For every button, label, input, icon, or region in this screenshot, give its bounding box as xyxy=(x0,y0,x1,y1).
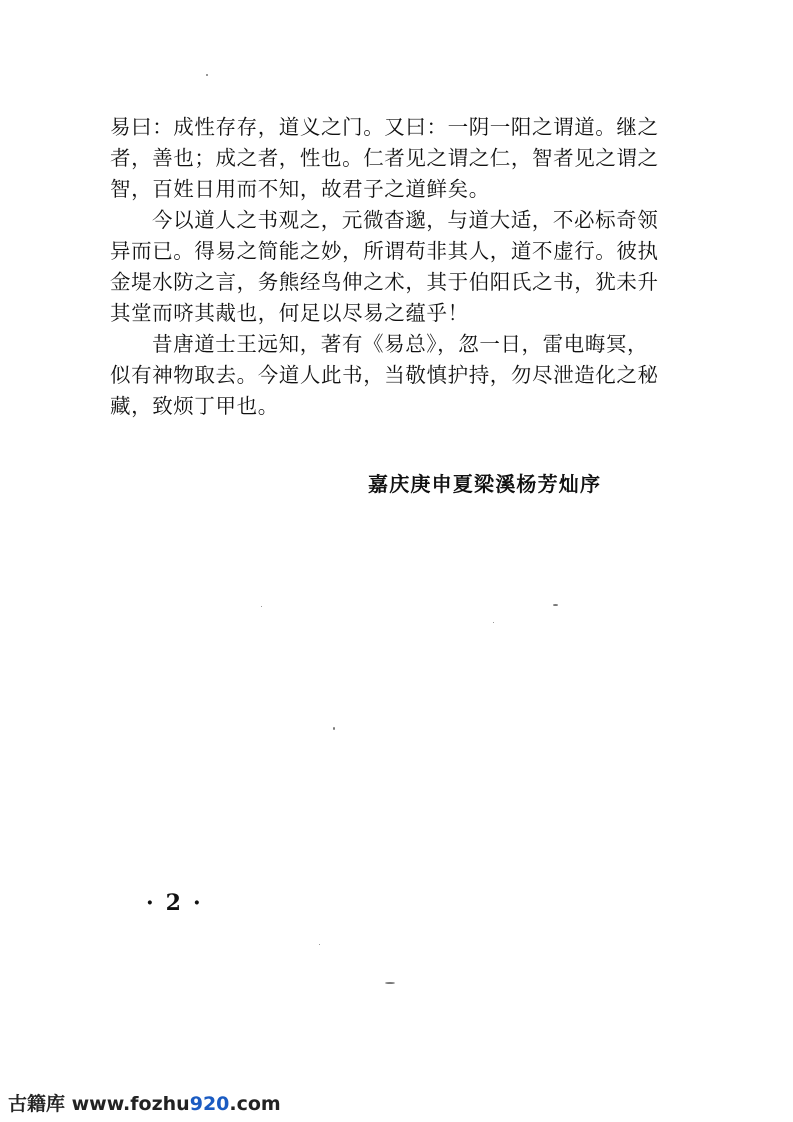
text-line: 金堤水防之言，务熊经鸟伸之术，其于伯阳氏之书，犹未升 xyxy=(110,270,659,294)
scan-speck xyxy=(206,74,208,76)
preface-body xyxy=(110,112,659,422)
text-line: 者，善也；成之者，性也。仁者见之谓之仁，智者见之谓之 xyxy=(110,146,659,170)
watermark-accent: 920 xyxy=(189,1093,230,1115)
text-line: 智，百姓日用而不知，故君子之道鲜矣。 xyxy=(110,177,490,201)
watermark-suffix: .com xyxy=(229,1093,281,1115)
scan-speck xyxy=(385,982,395,984)
scan-speck xyxy=(333,727,335,730)
text-line: 似有神物取去。今道人此书，当敬慎护持，勿尽泄造化之秘 xyxy=(110,363,659,387)
text-line: 易曰：成性存存，道义之门。又曰：一阴一阳之谓道。继之 xyxy=(110,115,659,139)
watermark-prefix: 古籍库 www.fozhu xyxy=(8,1093,190,1115)
scan-speck xyxy=(493,622,494,623)
site-watermark xyxy=(8,1089,281,1116)
scan-speck xyxy=(319,944,320,945)
preface-signature: 嘉庆庚申夏梁溪杨芳灿序 xyxy=(368,472,602,496)
scan-speck xyxy=(553,604,558,606)
text-line: 藏，致烦丁甲也。 xyxy=(110,394,279,418)
text-line: 昔唐道士王远知，著有《易总》，忽一日，雷电晦冥， xyxy=(152,332,649,356)
scan-speck xyxy=(261,606,262,607)
page-number: ·2· xyxy=(146,890,213,916)
paragraph-1 xyxy=(110,112,659,205)
paragraph-3 xyxy=(110,329,659,422)
paragraph-2 xyxy=(110,205,659,329)
text-line: 异而已。得易之简能之妙，所谓苟非其人，道不虚行。彼执 xyxy=(110,239,659,263)
text-line: 其堂而哜其胾也，何足以尽易之蕴乎！ xyxy=(110,301,469,325)
text-line: 今以道人之书观之，元微杳邈，与道大适，不必标奇领 xyxy=(152,208,659,232)
